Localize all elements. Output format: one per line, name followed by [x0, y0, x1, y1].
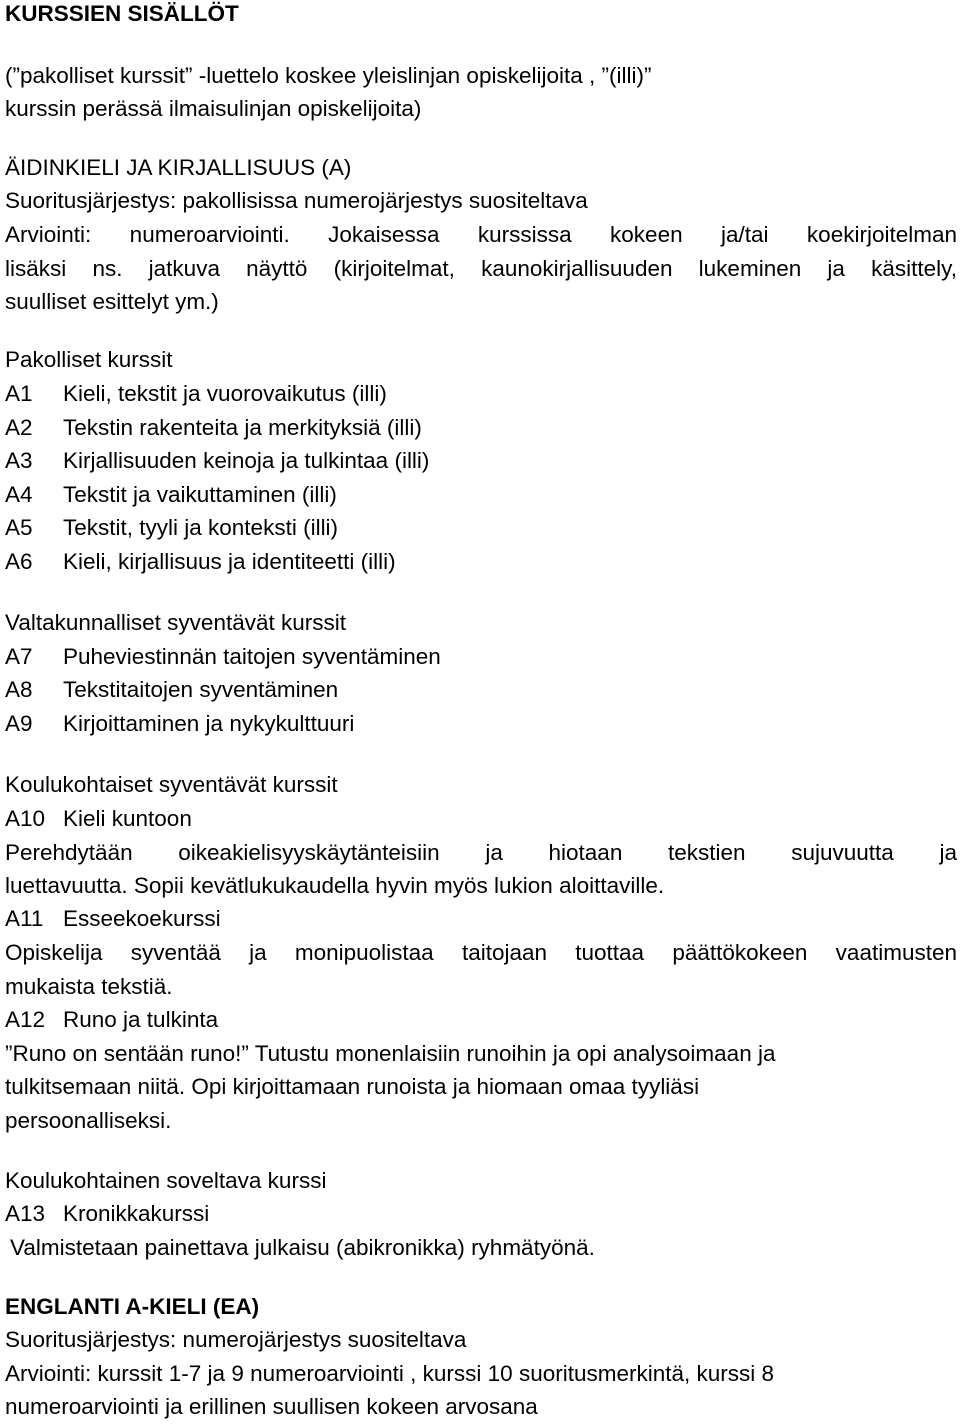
course-row: [5, 710, 354, 738]
course-name: Kirjallisuuden keinoja ja tulkintaa (illi): [63, 448, 430, 473]
intro-note-line-1: (”pakolliset kurssit” -luettelo koskee yleislinjan opiskelijoita , ”(illi)”: [5, 63, 652, 88]
completion-order-finnish: Suoritusjärjestys: pakollisissa numerojärjestys suositeltava: [5, 188, 588, 213]
course-description: Opiskelija syventää ja monipuolistaa taitojaan tuottaa päättökokeen vaatimusten: [5, 940, 957, 965]
course-name: Tekstit ja vaikuttaminen (illi): [63, 482, 337, 507]
course-description: luettavuutta. Sopii kevätlukukaudella hyvin myös lukion aloittaville.: [5, 873, 665, 898]
page-title: KURSSIEN SISÄLLÖT: [5, 1, 239, 26]
course-row: [5, 1006, 218, 1034]
course-name: Puheviestinnän taitojen syventäminen: [63, 644, 441, 669]
course-code: A4: [5, 482, 33, 507]
course-description: tulkitsemaan niitä. Opi kirjoittamaan runoista ja hiomaan omaa tyyliäsi: [5, 1074, 700, 1099]
completion-order-english: Suoritusjärjestys: numerojärjestys suositeltava: [5, 1327, 467, 1352]
course-code: A6: [5, 549, 33, 574]
assessment-line-2: lisäksi ns. jatkuva näyttö (kirjoitelmat, kaunokirjallisuuden lukeminen ja käsittely,: [5, 256, 957, 281]
course-code: A1: [5, 381, 33, 406]
course-code: A8: [5, 677, 33, 702]
course-code: A12: [5, 1007, 46, 1032]
course-code: A10: [5, 806, 46, 831]
course-code: A5: [5, 515, 33, 540]
course-name: Kronikkakurssi: [63, 1201, 210, 1226]
national-courses-heading: Valtakunnalliset syventävät kurssit: [5, 610, 346, 635]
course-row: [5, 676, 338, 704]
course-name: Tekstit, tyyli ja konteksti (illi): [63, 515, 339, 540]
course-description: mukaista tekstiä.: [5, 974, 173, 999]
course-name: Kieli, tekstit ja vuorovaikutus (illi): [63, 381, 387, 406]
course-code: A7: [5, 644, 33, 669]
assessment-english-line-1: Arviointi: kurssit 1-7 ja 9 numeroarviointi , kurssi 10 suoritusmerkintä, kurssi 8: [5, 1361, 775, 1386]
course-code: A13: [5, 1201, 46, 1226]
course-name: Kieli, kirjallisuus ja identiteetti (illi): [63, 549, 396, 574]
subject-heading-english: ENGLANTI A-KIELI (EA): [5, 1294, 260, 1319]
course-row: [5, 380, 387, 408]
course-name: Kirjoittaminen ja nykykulttuuri: [63, 711, 355, 736]
course-row: [5, 548, 396, 576]
course-description: ”Runo on sentään runo!” Tutustu monenlaisiin runoihin ja opi analysoimaan ja: [5, 1041, 776, 1066]
course-code: A3: [5, 448, 33, 473]
course-code: A11: [5, 906, 44, 931]
course-row: [5, 1200, 209, 1228]
course-code: A2: [5, 415, 33, 440]
course-description: Valmistetaan painettava julkaisu (abikronikka) ryhmätyönä.: [10, 1235, 595, 1260]
course-row: [5, 447, 429, 475]
course-description: Perehdytään oikeakielisyyskäytänteisiin ja hiotaan tekstien sujuvuutta ja: [5, 840, 957, 865]
assessment-line-3: suulliset esittelyt ym.): [5, 289, 219, 314]
course-row: [5, 905, 221, 933]
subject-heading-finnish: ÄIDINKIELI JA KIRJALLISUUS (A): [5, 155, 352, 180]
course-row: [5, 805, 192, 833]
course-name: Runo ja tulkinta: [63, 1007, 219, 1032]
compulsory-courses-heading: Pakolliset kurssit: [5, 347, 173, 372]
applied-course-heading: Koulukohtainen soveltava kurssi: [5, 1168, 327, 1193]
school-courses-heading: Koulukohtaiset syventävät kurssit: [5, 772, 338, 797]
course-name: Kieli kuntoon: [63, 806, 192, 831]
course-row: [5, 414, 422, 442]
assessment-line-1: Arviointi: numeroarviointi. Jokaisessa kurssissa kokeen ja/tai koekirjoitelman: [5, 222, 957, 247]
course-name: Esseekoekurssi: [63, 906, 221, 931]
course-row: [5, 643, 441, 671]
assessment-english-line-2: numeroarviointi ja erillinen suullisen kokeen arvosana: [5, 1394, 538, 1419]
course-description: persoonalliseksi.: [5, 1108, 172, 1133]
course-code: A9: [5, 711, 33, 736]
course-name: Tekstin rakenteita ja merkityksiä (illi): [63, 415, 422, 440]
course-name: Tekstitaitojen syventäminen: [63, 677, 339, 702]
course-row: [5, 514, 338, 542]
course-row: [5, 481, 337, 509]
intro-note-line-2: kurssin perässä ilmaisulinjan opiskelijoita): [5, 96, 422, 121]
